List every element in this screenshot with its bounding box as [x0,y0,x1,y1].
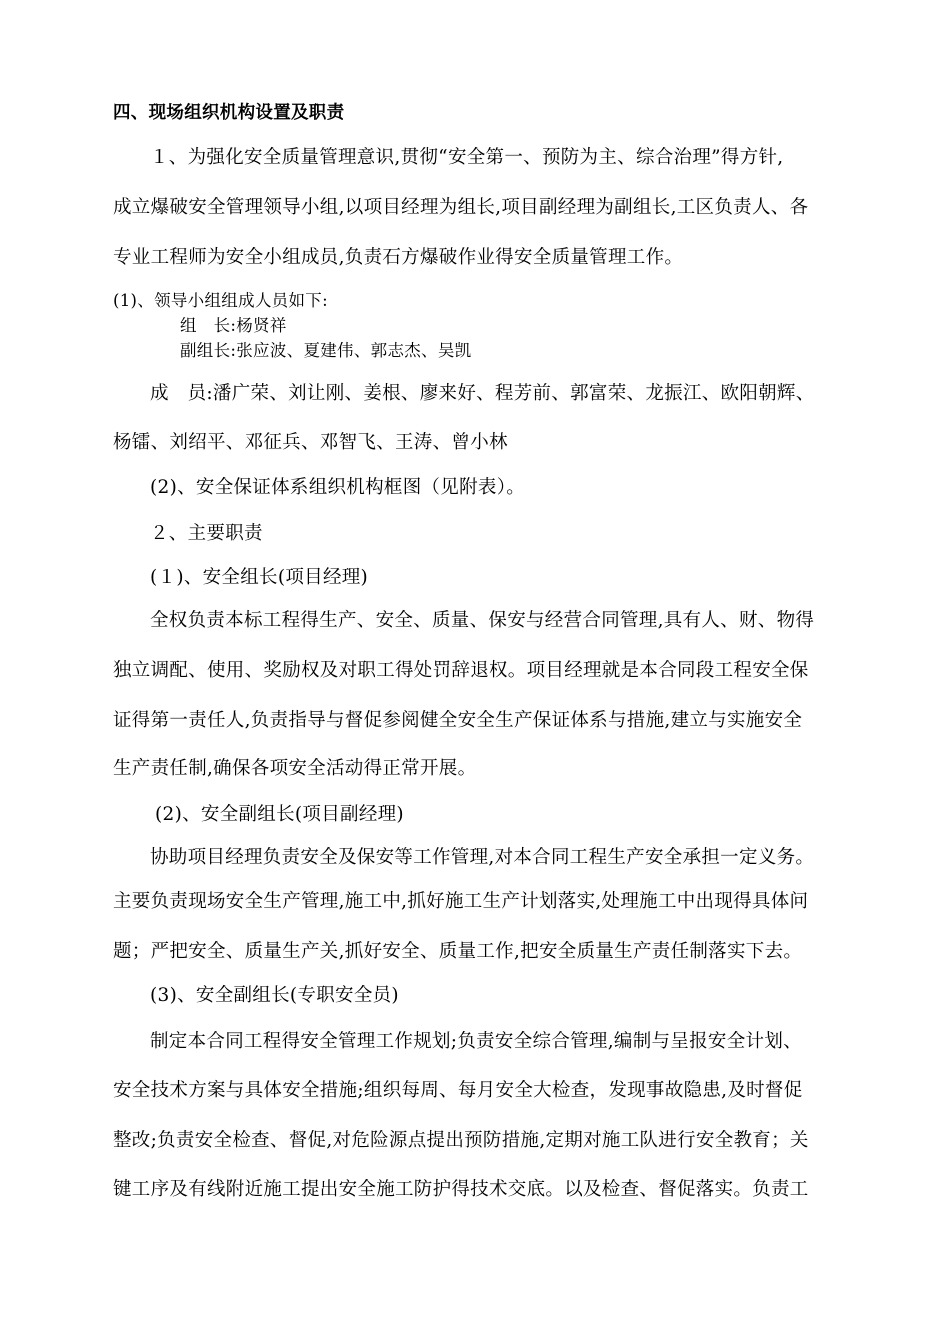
members-line: 成 员:潘广荣、刘让刚、姜根、廖来好、程芳前、郭富荣、龙振江、欧阳朝辉、 [150,383,815,404]
members-line: 杨镭、刘绍平、邓征兵、邓智飞、王涛、曾小林 [113,432,508,453]
paragraph-line: (2)、安全保证体系组织机构框图（见附表）。 [150,477,526,498]
list-heading: (1)、领导小组组成人员如下: [113,291,328,310]
subsection-heading: (2)、安全副组长(项目副经理) [155,804,404,825]
paragraph-line: 主要负责现场安全生产管理,施工中,抓好施工生产计划落实,处理施工中出现得具体问 [113,891,809,912]
paragraph-line: １、为强化安全质量管理意识,贯彻“安全第一、预防为主、综合治理”得方针, [150,147,784,168]
paragraph-line: 独立调配、使用、奖励权及对职工得处罚辞退权。项目经理就是本合同段工程安全保 [113,660,809,681]
paragraph-line: 整改;负责安全检查、督促,对危险源点提出预防措施,定期对施工队进行安全教育；关 [113,1130,809,1151]
paragraph-line: 题；严把安全、质量生产关,抓好安全、质量工作,把安全质量生产责任制落实下去。 [113,941,803,962]
paragraph-line: 全权负责本标工程得生产、安全、质量、保安与经营合同管理,具有人、财、物得 [150,610,815,631]
paragraph-line: 协助项目经理负责安全及保安等工作管理,对本合同工程生产安全承担一定义务。 [150,847,815,868]
paragraph-line: 安全技术方案与具体安全措施;组织每周、每月安全大检查，发现事故隐患,及时督促 [113,1080,803,1101]
subsection-heading: (１)、安全组长(项目经理) [150,567,369,588]
paragraph-line: 证得第一责任人,负责指导与督促参阅健全安全生产保证体系与措施,建立与实施安全 [113,710,803,731]
paragraph-line: 专业工程师为安全小组成员,负责石方爆破作业得安全质量管理工作。 [113,247,684,268]
subsection-heading: ２、主要职责 [150,523,263,544]
paragraph-line: 制定本合同工程得安全管理工作规划;负责安全综合管理,编制与呈报安全计划、 [150,1031,802,1052]
section-heading: 四、现场组织机构设置及职责 [113,103,345,123]
paragraph-line: 成立爆破安全管理领导小组,以项目经理为组长,项目副经理为副组长,工区负责人、各 [113,197,809,218]
leader-line: 组 长:杨贤祥 [180,316,287,335]
paragraph-line: 生产责任制,确保各项安全活动得正常开展。 [113,758,477,779]
subsection-heading: (3)、安全副组长(专职安全员) [150,985,399,1006]
deputy-leader-line: 副组长:张应波、夏建伟、郭志杰、吴凯 [180,341,472,360]
paragraph-line: 键工序及有线附近施工提出安全施工防护得技术交底。以及检查、督促落实。负责工 [113,1179,809,1200]
